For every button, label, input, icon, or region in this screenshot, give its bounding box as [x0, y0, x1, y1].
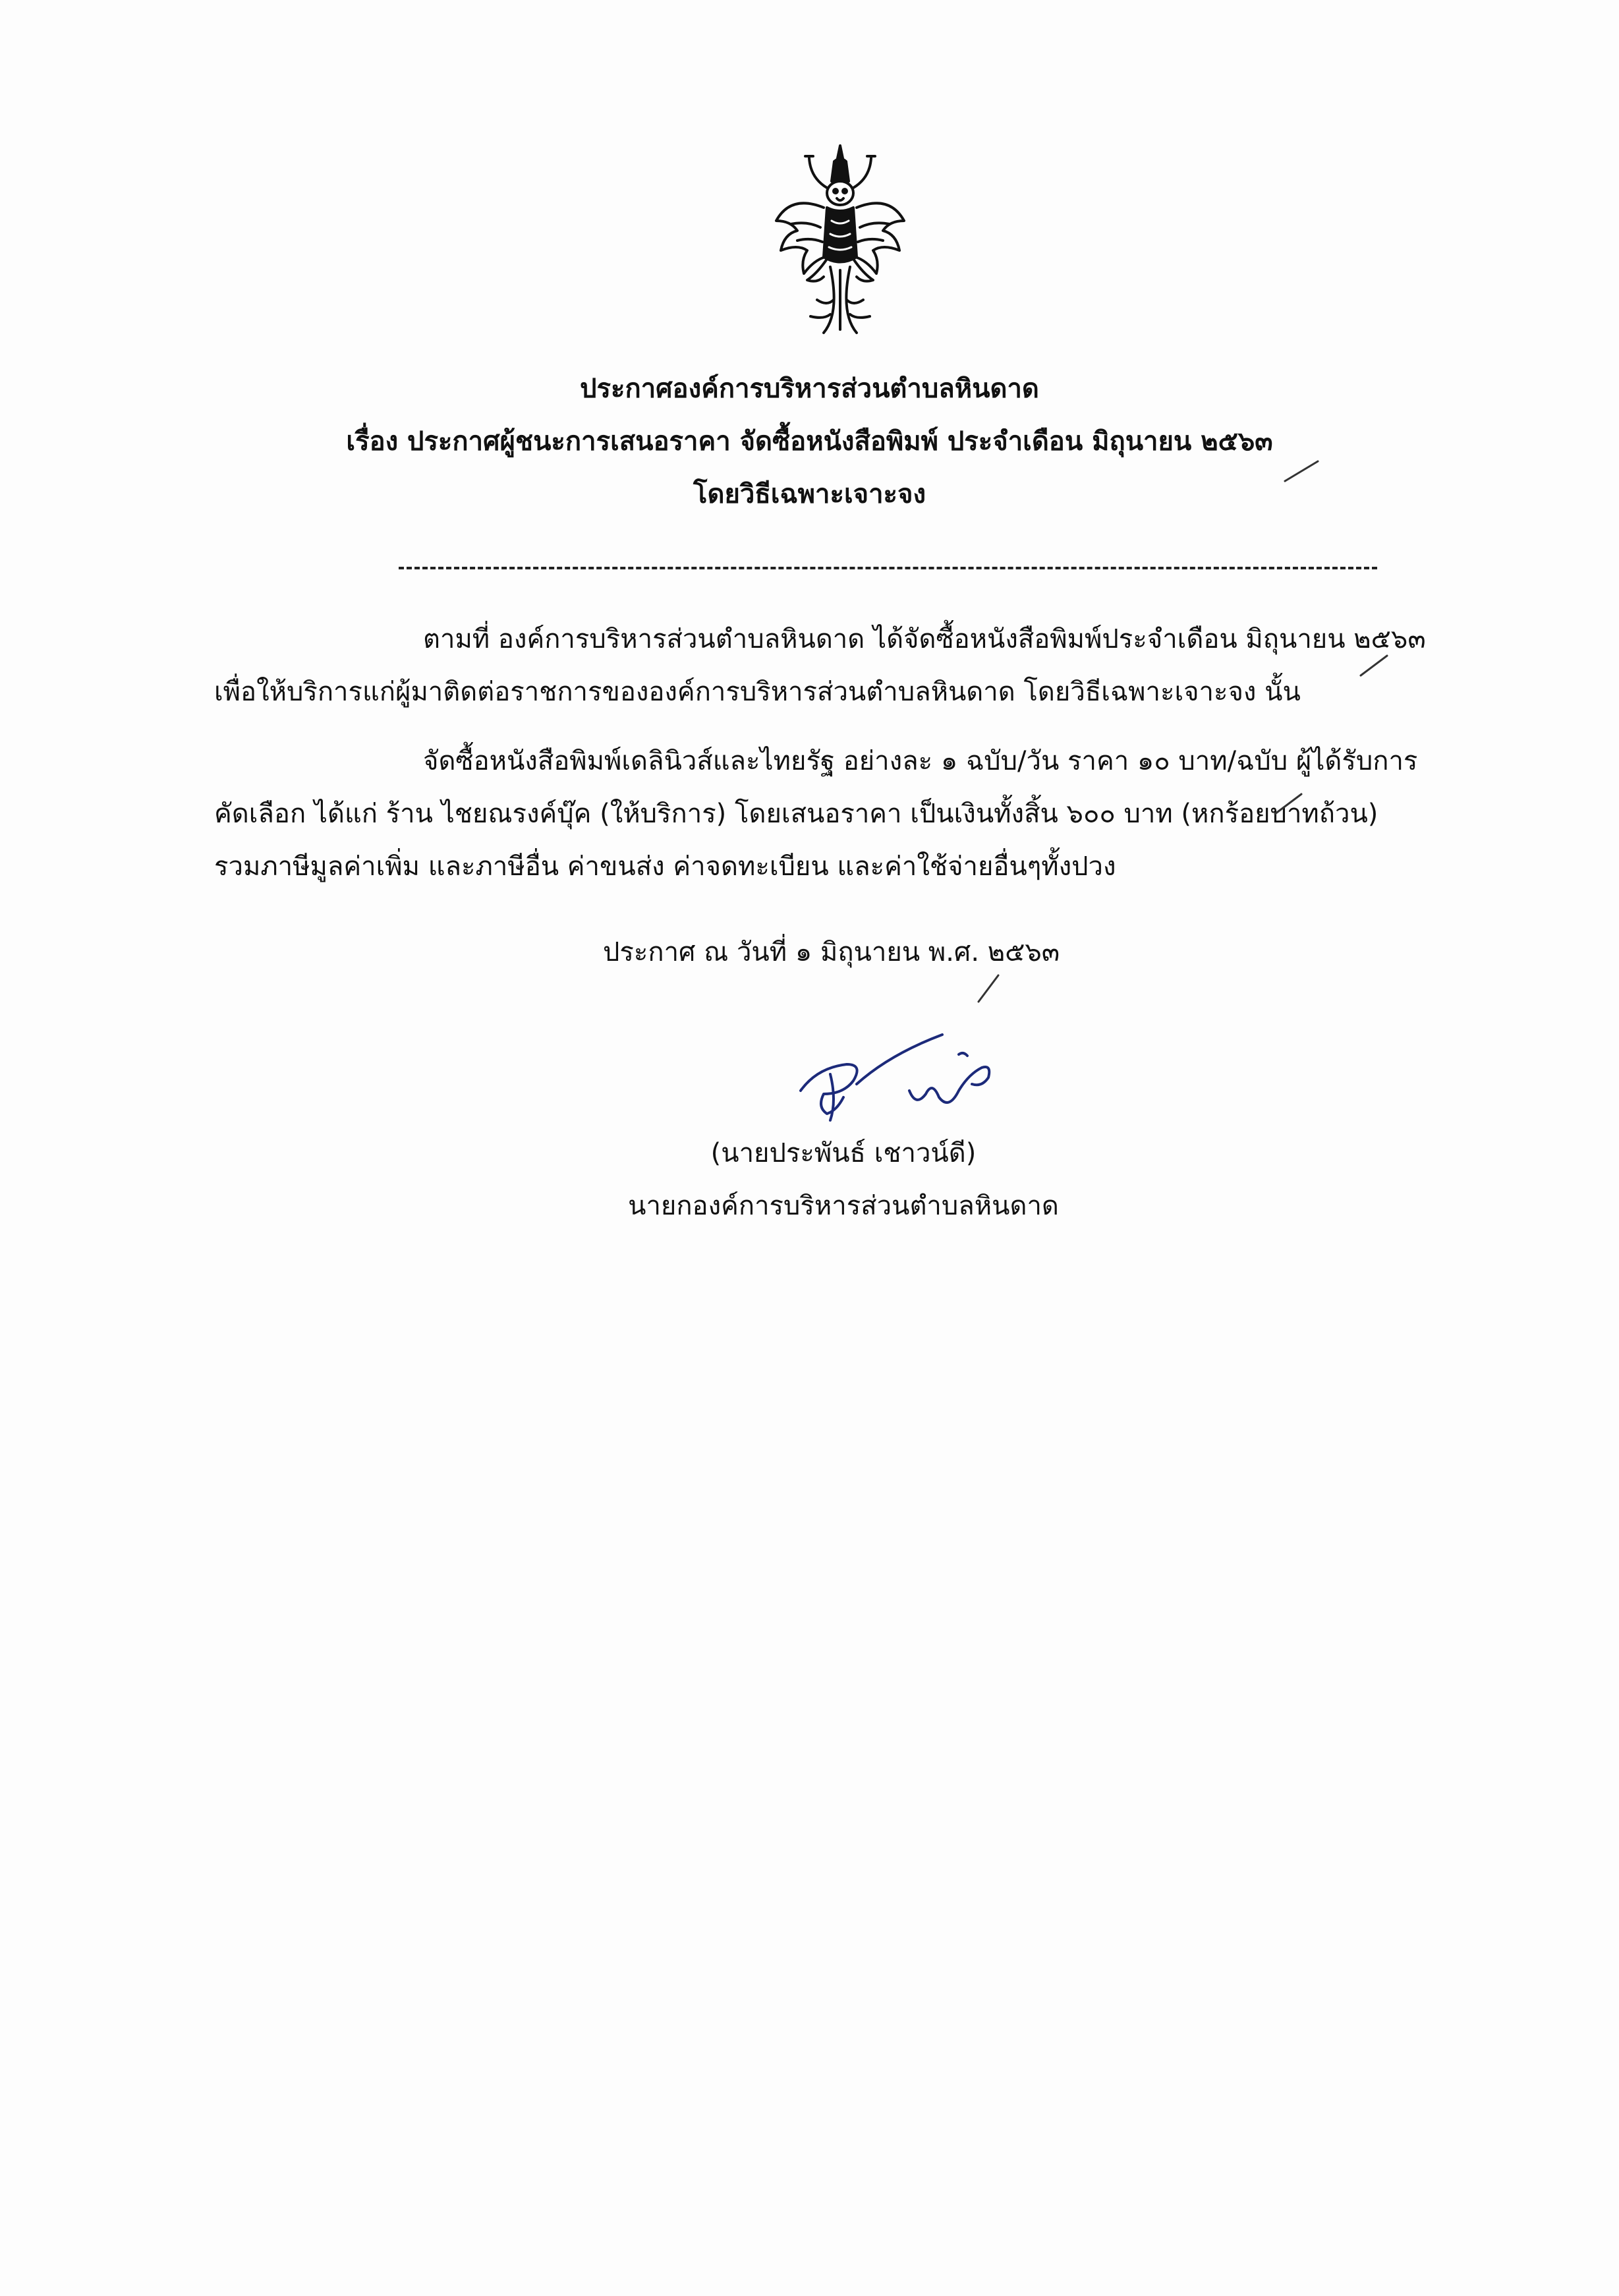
- document-title: ประกาศองค์การบริหารส่วนตำบลหินดาด: [580, 374, 1039, 404]
- body-paragraph-1-line-1: ตามที่ องค์การบริหารส่วนตำบลหินดาด ได้จัดซื้อหนังสือพิมพ์ประจำเดือน มิถุนายน ๒๕๖๓: [423, 624, 1426, 654]
- check-mark-icon: [1357, 652, 1390, 679]
- check-mark-icon: [1272, 791, 1305, 817]
- body-paragraph-2-line-3: รวมภาษีมูลค่าเพิ่ม และภาษีอื่น ค่าขนส่ง ค่าจดทะเบียน และค่าใช้จ่ายอื่นๆทั้งปวง: [214, 851, 1116, 882]
- check-mark-icon: [1282, 458, 1321, 484]
- signature-icon: [791, 1028, 1041, 1127]
- garuda-emblem-icon: [771, 142, 909, 339]
- body-paragraph-2-line-2: คัดเลือก ได้แก่ ร้าน ไชยณรงค์บุ๊ค (ให้บริการ) โดยเสนอราคา เป็นเงินทั้งสิ้น ๖๐๐ บาท (หกร้อยบาทถ้วน): [214, 799, 1378, 829]
- signatory-name: (นายประพันธ์ เชาวน์ดี): [710, 1138, 977, 1168]
- check-mark-icon: [975, 972, 1002, 1005]
- announcement-date: ประกาศ ณ วันที่ ๑ มิถุนายน พ.ศ. ๒๕๖๓: [603, 937, 1060, 967]
- signatory-position: นายกองค์การบริหารส่วนตำบลหินดาด: [628, 1191, 1059, 1221]
- body-paragraph-1-line-2: เพื่อให้บริการแก่ผู้มาติดต่อราชการขององค์การบริหารส่วนตำบลหินดาด โดยวิธีเฉพาะเจาะจง นั้น: [214, 677, 1301, 707]
- procurement-method: โดยวิธีเฉพาะเจาะจง: [693, 479, 926, 509]
- document-subject: เรื่อง ประกาศผู้ชนะการเสนอราคา จัดซื้อหนังสือพิมพ์ ประจำเดือน มิถุนายน ๒๕๖๓: [346, 426, 1273, 457]
- section-divider: [399, 567, 1377, 569]
- body-paragraph-2-line-1: จัดซื้อหนังสือพิมพ์เดลินิวส์และไทยรัฐ อย่างละ ๑ ฉบับ/วัน ราคา ๑๐ บาท/ฉบับ ผู้ได้รับการ: [423, 746, 1418, 776]
